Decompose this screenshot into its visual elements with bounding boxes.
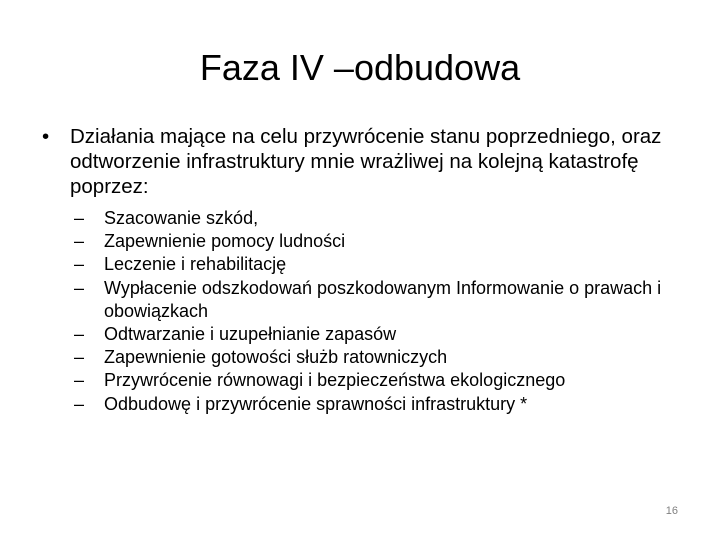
dash-marker: –: [74, 277, 85, 298]
sub-list: [36, 207, 686, 416]
sub-item-text: Odbudowę i przywrócenie sprawności infrastruktury *: [104, 393, 528, 414]
slide-body: [36, 124, 686, 416]
sub-item: [36, 277, 686, 323]
main-bullet: [36, 124, 686, 199]
sub-item: [36, 369, 686, 392]
dash-marker: –: [74, 347, 85, 368]
dash-marker: –: [74, 254, 85, 275]
sub-item-text: Szacowanie szkód,: [104, 208, 259, 228]
sub-item: [36, 230, 686, 253]
sub-item: [36, 253, 686, 276]
sub-item-text: Zapewnienie gotowości służb ratowniczych: [104, 347, 448, 368]
main-bullet-text: Działania mające na celu przywrócenie stanu poprzedniego, oraz odtworzenie infrastruktury mnie wrażliwej na kolejną katastrofę poprzez:: [70, 125, 662, 198]
dash-marker: –: [74, 231, 85, 252]
sub-item: [36, 323, 686, 346]
sub-item-text: Leczenie i rehabilitację: [104, 254, 287, 275]
bullet-marker: •: [42, 125, 50, 148]
sub-item: [36, 207, 686, 230]
slide-title: Faza IV –odbudowa: [199, 47, 521, 88]
sub-item-text: Wypłacenie odszkodowań poszkodowanym Informowanie o prawach i obowiązkach: [104, 277, 662, 321]
sub-item: [36, 393, 686, 416]
sub-item-text: Odtwarzanie i uzupełnianie zapasów: [104, 324, 397, 345]
dash-marker: –: [74, 208, 85, 228]
sub-item-text: Zapewnienie pomocy ludności: [104, 231, 346, 252]
dash-marker: –: [74, 370, 85, 391]
dash-marker: –: [74, 324, 85, 345]
page-number: 16: [665, 505, 678, 517]
sub-item-text: Przywrócenie równowagi i bezpieczeństwa ekologicznego: [104, 370, 566, 391]
dash-marker: –: [74, 393, 85, 414]
sub-item: [36, 346, 686, 369]
